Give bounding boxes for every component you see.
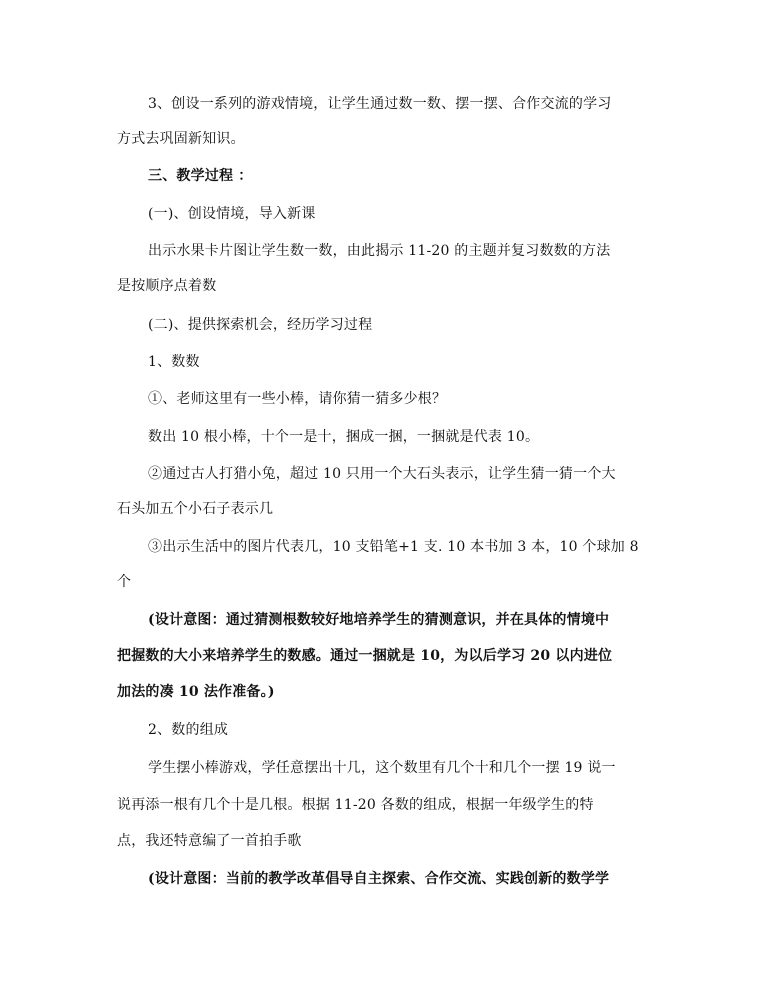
- paragraph-line: 方式去巩固新知识。: [117, 131, 245, 147]
- item-heading: 2、数的组成: [148, 722, 229, 738]
- design-intent-line: 加法的凑 10 法作准备。): [117, 684, 275, 700]
- paragraph-line: 个: [117, 574, 132, 590]
- design-intent-line: (设计意图：通过猜测根数较好地培养学生的猜测意识，并在具体的情境中: [148, 612, 610, 628]
- section-heading: 三、教学过程 ：: [148, 168, 253, 184]
- item-heading: 1、数数: [148, 354, 200, 370]
- subsection-heading: (二)、提供探索机会，经历学习过程: [148, 317, 373, 333]
- paragraph-line: ②通过古人打猎小兔，超过 10 只用一个大石头表示，让学生猜一猜一个大: [148, 466, 616, 482]
- paragraph-line: 出示水果卡片图让学生数一数，由此揭示 11-20 的主题并复习数数的方法: [148, 243, 611, 259]
- paragraph-line: 3、创设一系列的游戏情境，让学生通过数一数、摆一摆、合作交流的学习: [148, 96, 612, 112]
- paragraph-line: 是按顺序点着数: [117, 278, 217, 294]
- paragraph-line: 说再添一根有几个十是几根。根据 11-20 各数的组成，根据一年级学生的特: [117, 797, 594, 813]
- paragraph-line: 石头加五个小石子表示几: [117, 501, 274, 517]
- paragraph-line: 点，我还特意编了一首拍手歌: [117, 833, 302, 849]
- paragraph-line: ③出示生活中的图片代表几，10 支铅笔+1 支. 10 本书加 3 本，10 个球加 8: [148, 539, 639, 555]
- paragraph-line: 学生摆小棒游戏，学任意摆出十几，这个数里有几个十和几个一摆 19 说一: [148, 760, 616, 776]
- design-intent-line: (设计意图：当前的教学改革倡导自主探索、合作交流、实践创新的数学学: [148, 871, 610, 887]
- paragraph-line: ①、老师这里有一些小棒，请你猜一猜多少根？: [148, 391, 447, 407]
- design-intent-line: 把握数的大小来培养学生的数感。通过一捆就是 10，为以后学习 20 以内进位: [117, 648, 613, 664]
- subsection-heading: (一)、创设情境，导入新课: [148, 206, 316, 222]
- paragraph-line: 数出 10 根小棒，十个一是十，捆成一捆，一捆就是代表 10。: [148, 429, 540, 445]
